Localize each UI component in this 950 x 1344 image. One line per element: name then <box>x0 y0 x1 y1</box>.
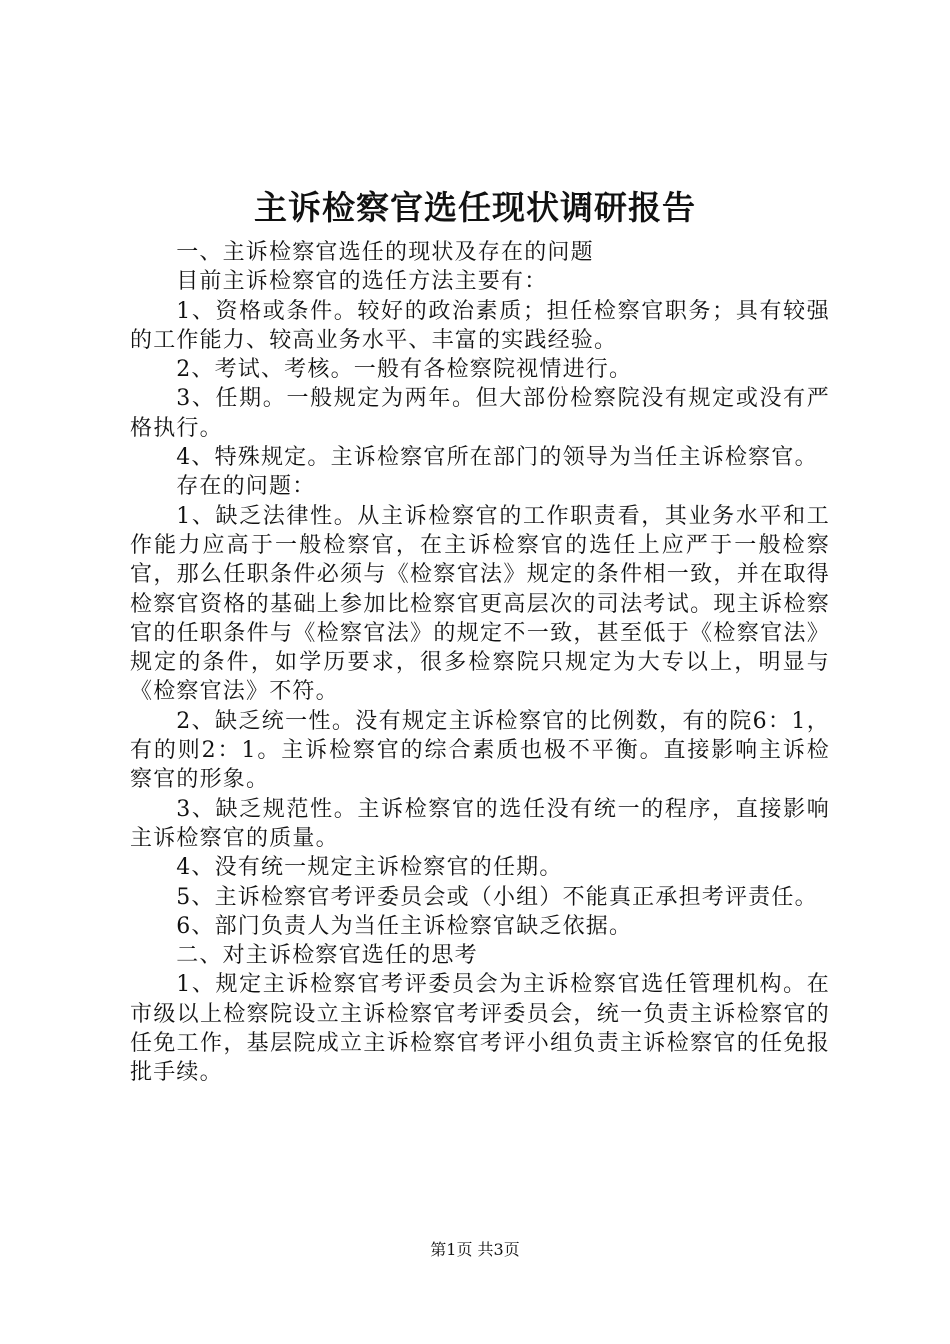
paragraph-problem-committee: 5、主诉检察官考评委员会或（小组）不能真正承担考评责任。 <box>176 884 818 910</box>
paragraph-suggestion-1: 1、规定主诉检察官考评委员会为主诉检察官选任管理机构。在市级以上检察院设立主诉检察官考评委员会，统一负责主诉检察官的任免工作，基层院成立主诉检察官考评小组负责主诉检察官的任免报批手续。 <box>130 972 830 1086</box>
page-footer: 第1页 共3页 <box>430 1240 520 1259</box>
paragraph-problem-unity: 2、缺乏统一性。没有规定主诉检察官的比例数，有的院6：1，有的则2：1。主诉检察官的综合素质也极不平衡。直接影响主诉检察官的形象。 <box>130 708 830 793</box>
paragraph-intro: 目前主诉检察官的选任方法主要有： <box>176 269 548 295</box>
document-body <box>130 238 830 1088</box>
document-title: 主诉检察官选任现状调研报告 <box>254 188 696 227</box>
paragraph-exam: 2、考试、考核。一般有各检察院视情进行。 <box>176 357 633 383</box>
paragraph-special-rule: 4、特殊规定。主诉检察官所在部门的领导为当任主诉检察官。 <box>176 445 818 471</box>
paragraph-term: 3、任期。一般规定为两年。但大部份检察院没有规定或没有严格执行。 <box>130 386 830 441</box>
paragraph-problem-term: 4、没有统一规定主诉检察官的任期。 <box>176 855 563 881</box>
paragraph-problems-heading: 存在的问题： <box>176 474 316 500</box>
paragraph-problem-basis: 6、部门负责人为当任主诉检察官缺乏依据。 <box>176 913 633 939</box>
section-heading-2: 二、对主诉检察官选任的思考 <box>176 943 478 969</box>
paragraph-problem-standard: 3、缺乏规范性。主诉检察官的选任没有统一的程序，直接影响主诉检察官的质量。 <box>130 796 830 851</box>
section-heading-1: 一、主诉检察官选任的现状及存在的问题 <box>176 240 594 265</box>
paragraph-qualification: 1、资格或条件。较好的政治素质；担任检察官职务；具有较强的工作能力、较高业务水平、丰富的实践经验。 <box>130 298 830 353</box>
paragraph-problem-legality: 1、缺乏法律性。从主诉检察官的工作职责看，其业务水平和工作能力应高于一般检察官，在主诉检察官的选任上应严于一般检察官，那么任职条件必须与《检察官法》规定的条件相一致，并在取得检察官资格的基础上参加比检察官更高层次的司法考试。现主诉检察官的任职条件与《检察官法》的规定不一致，甚至低于《检察官法》规定的条件，如学历要求，很多检察院只规定为大专以上，明显与《检察官法》不符。 <box>130 503 830 705</box>
